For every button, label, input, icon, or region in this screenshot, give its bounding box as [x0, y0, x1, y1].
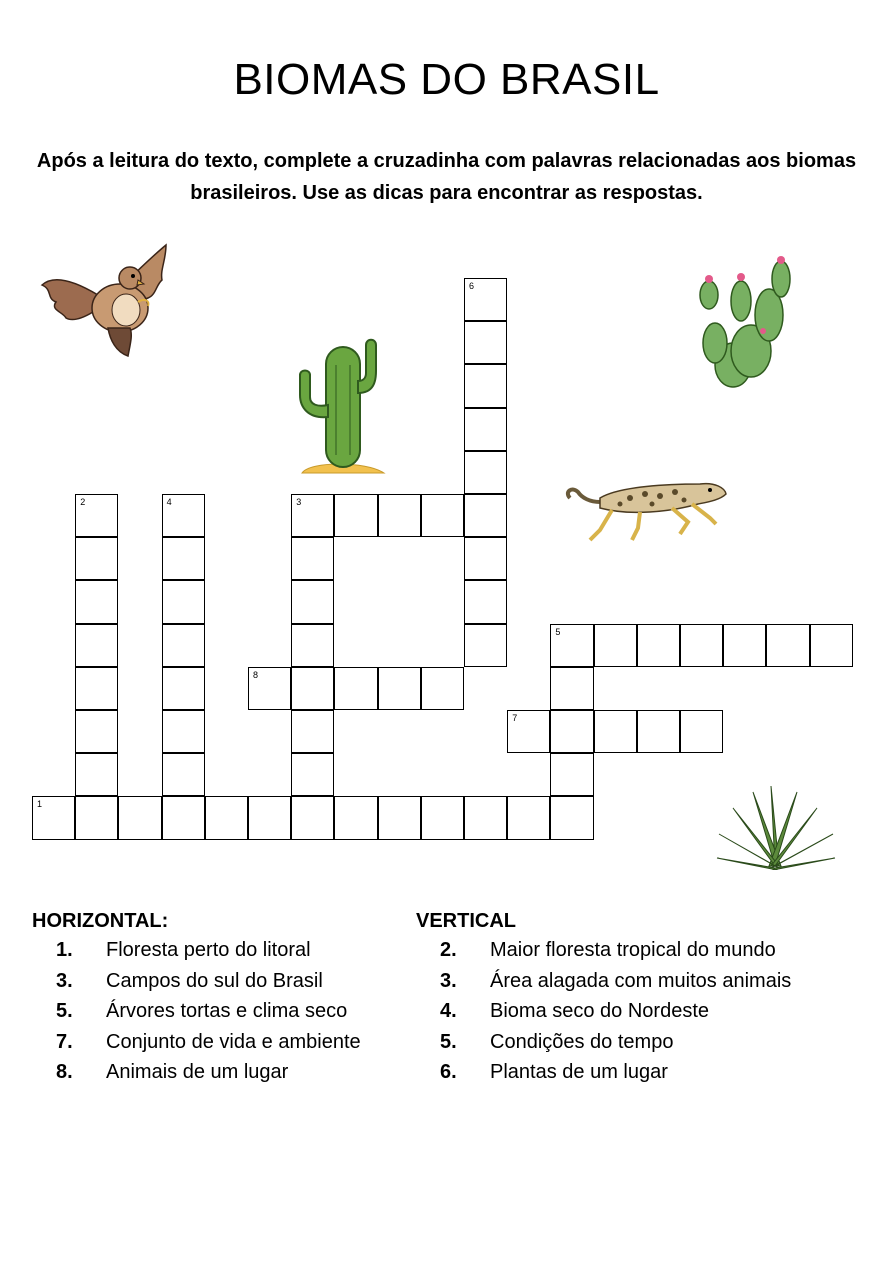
- cell-number: 1: [37, 799, 43, 810]
- crossword-cell[interactable]: [637, 624, 680, 667]
- cell-number: 8: [253, 669, 259, 680]
- crossword-cell[interactable]: [464, 278, 507, 321]
- crossword-cell[interactable]: [162, 537, 205, 580]
- crossword-cell[interactable]: [291, 537, 334, 580]
- clues-vertical: [416, 910, 876, 1092]
- crossword-cell[interactable]: [75, 494, 118, 537]
- horizontal-heading: HORIZONTAL:: [32, 910, 169, 932]
- crossword-cell[interactable]: [507, 796, 550, 839]
- clue-item: [32, 1061, 402, 1092]
- crossword-cell[interactable]: [248, 796, 291, 839]
- clue-item: [416, 1000, 876, 1031]
- prickly-pear-cactus-icon: [693, 255, 797, 390]
- crossword-cell[interactable]: [680, 624, 723, 667]
- crossword-cell[interactable]: [464, 494, 507, 537]
- clue-item: [32, 970, 402, 1001]
- crossword-cell[interactable]: [421, 796, 464, 839]
- crossword-cell[interactable]: [464, 408, 507, 451]
- cell-number: 4: [166, 497, 172, 507]
- crossword-cell[interactable]: [464, 624, 507, 667]
- crossword-cell[interactable]: [334, 667, 377, 710]
- crossword-cell[interactable]: [637, 710, 680, 753]
- crossword-cell[interactable]: [291, 624, 334, 667]
- clue-number: 7.: [56, 1030, 73, 1053]
- clue-text: Plantas de um lugar: [490, 1061, 668, 1083]
- cell-number: 7: [512, 713, 518, 723]
- crossword-cell[interactable]: [550, 753, 593, 796]
- clues-horizontal: [32, 910, 402, 1092]
- crossword-cell[interactable]: [162, 796, 205, 839]
- crossword-cell[interactable]: [464, 364, 507, 407]
- crossword-cell[interactable]: [723, 624, 766, 667]
- crossword-cell[interactable]: [75, 796, 118, 839]
- page-title: BIOMAS DO BRASIL: [233, 55, 660, 104]
- crossword-cell[interactable]: [421, 494, 464, 537]
- crossword-cell[interactable]: [162, 580, 205, 623]
- clue-item: [32, 1000, 402, 1031]
- clue-text: Árvores tortas e clima seco: [106, 1000, 348, 1022]
- clue-text: Campos do sul do Brasil: [106, 969, 323, 992]
- clue-text: Condições do tempo: [490, 1030, 674, 1053]
- clue-item: [32, 1031, 402, 1062]
- clue-item: [416, 1031, 876, 1062]
- crossword-cell[interactable]: [75, 753, 118, 796]
- crossword-cell[interactable]: [378, 667, 421, 710]
- crossword-cell[interactable]: [464, 796, 507, 839]
- crossword-cell[interactable]: [594, 710, 637, 753]
- clue-number: 3.: [440, 969, 457, 992]
- crossword-cell[interactable]: [32, 796, 75, 839]
- clue-text: Animais de um lugar: [106, 1061, 289, 1083]
- crossword-cell[interactable]: [680, 710, 723, 753]
- clue-text: Área alagada com muitos animais: [490, 969, 792, 992]
- clue-item: [32, 939, 402, 970]
- clue-number: 3.: [56, 969, 73, 992]
- crossword-cell[interactable]: [810, 624, 853, 667]
- crossword-cell[interactable]: [291, 710, 334, 753]
- crossword-cell[interactable]: [75, 580, 118, 623]
- cell-number: 2: [80, 497, 86, 507]
- instructions: Após a leitura do texto, complete a cruzadinha com palavras relacionadas aos biomas brasileiros. Use as dicas para encontrar as respostas.: [36, 150, 857, 204]
- clue-number: 5.: [440, 1030, 457, 1053]
- crossword-cell[interactable]: [118, 796, 161, 839]
- crossword-cell[interactable]: [248, 667, 291, 710]
- clue-item: [416, 1061, 876, 1092]
- crossword-cell[interactable]: [378, 796, 421, 839]
- crossword-cell[interactable]: [464, 321, 507, 364]
- crossword-cell[interactable]: [75, 624, 118, 667]
- cell-number: 6: [469, 281, 475, 291]
- crossword-cell[interactable]: [464, 537, 507, 580]
- saguaro-cactus-icon: [290, 335, 386, 475]
- lizard-icon: [560, 468, 730, 548]
- crossword-cell[interactable]: [594, 624, 637, 667]
- crossword-cell[interactable]: [550, 624, 593, 667]
- crossword-cell[interactable]: [421, 667, 464, 710]
- crossword-cell[interactable]: [291, 580, 334, 623]
- crossword-cell[interactable]: [162, 710, 205, 753]
- crossword-cell[interactable]: [162, 494, 205, 537]
- crossword-cell[interactable]: [75, 710, 118, 753]
- clue-text: Conjunto de vida e ambiente: [106, 1030, 361, 1053]
- clue-item: [416, 939, 876, 970]
- clue-text: Bioma seco do Nordeste: [490, 1000, 710, 1022]
- crossword-cell[interactable]: [507, 710, 550, 753]
- crossword-cell[interactable]: [162, 753, 205, 796]
- clue-number: 2.: [440, 939, 457, 961]
- crossword-cell[interactable]: [75, 667, 118, 710]
- clue-number: 4.: [440, 1000, 457, 1022]
- clue-item: [416, 970, 876, 1001]
- crossword-cell[interactable]: [291, 796, 334, 839]
- crossword-cell[interactable]: [464, 580, 507, 623]
- clue-text: Floresta perto do litoral: [106, 939, 311, 961]
- crossword-cell[interactable]: [378, 494, 421, 537]
- crossword-cell[interactable]: [464, 451, 507, 494]
- crossword-cell[interactable]: [334, 494, 377, 537]
- agave-plant-icon: [715, 782, 837, 870]
- clue-number: 6.: [440, 1061, 457, 1083]
- cell-number: 3: [296, 497, 302, 507]
- cell-number: 5: [555, 626, 561, 637]
- crossword-cell[interactable]: [291, 753, 334, 796]
- crossword-cell[interactable]: [766, 624, 809, 667]
- crossword-cell[interactable]: [75, 537, 118, 580]
- clue-text: Maior floresta tropical do mundo: [490, 939, 776, 961]
- crossword-cell[interactable]: [334, 796, 377, 839]
- crossword-cell[interactable]: [291, 494, 334, 537]
- clue-number: 5.: [56, 1000, 73, 1022]
- crossword-cell[interactable]: [550, 667, 593, 710]
- crossword-cell[interactable]: [550, 796, 593, 839]
- crossword-cell[interactable]: [205, 796, 248, 839]
- vertical-heading: VERTICAL: [416, 910, 516, 932]
- clue-number: 8.: [56, 1061, 73, 1083]
- crossword-cell[interactable]: [162, 624, 205, 667]
- crossword-cell[interactable]: [550, 710, 593, 753]
- crossword-cell[interactable]: [291, 667, 334, 710]
- bird-icon: [38, 240, 174, 360]
- clue-number: 1.: [56, 939, 73, 961]
- crossword-cell[interactable]: [162, 667, 205, 710]
